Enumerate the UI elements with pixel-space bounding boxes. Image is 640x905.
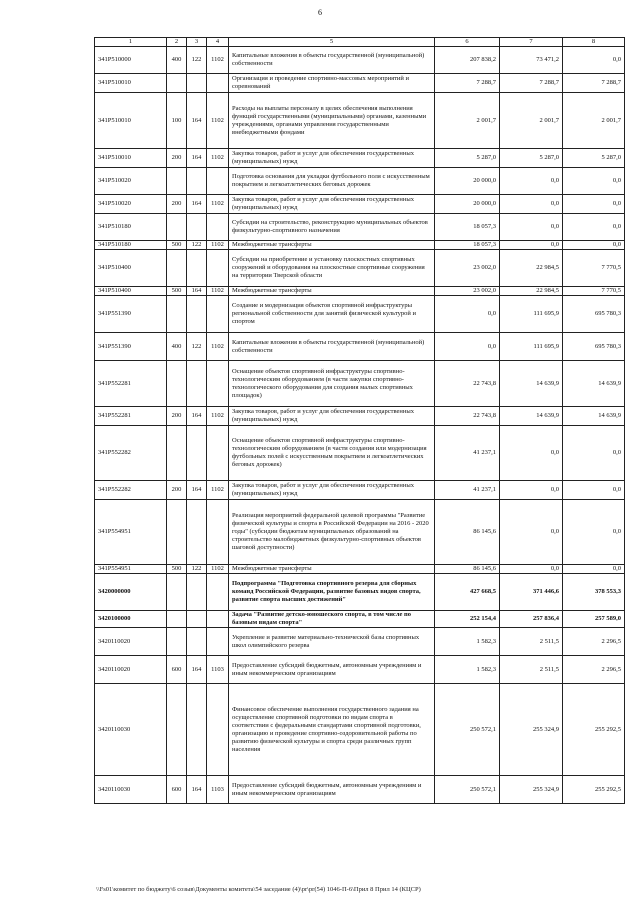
row-amount-1-cell: 2 001,7 <box>435 93 500 149</box>
table-row <box>95 628 625 656</box>
table-row <box>95 287 625 296</box>
row-amount-1-cell: 250 572,1 <box>435 684 500 776</box>
row-amount-3-cell: 695 780,3 <box>563 333 625 361</box>
row-amount-3-cell: 14 639,9 <box>563 361 625 407</box>
row-description-cell: Подпрограмма "Подготовка спортивного резерва для сборных команд Российской Федерации, развитие базовых видов спорта, развитие спорта высших достижений" <box>229 574 435 611</box>
row-amount-3-cell: 7 770,5 <box>563 250 625 287</box>
row-description-cell: Межбюджетные трансферты <box>229 287 435 296</box>
row-amount-3-cell: 7 288,7 <box>563 74 625 93</box>
row-admin-code-cell <box>187 361 207 407</box>
row-amount-3-cell: 2 001,7 <box>563 93 625 149</box>
row-admin-code-cell: 164 <box>187 407 207 426</box>
row-code-cell: 341P510020 <box>95 195 167 214</box>
page-number: 6 <box>318 8 322 17</box>
row-section-cell: 1103 <box>207 776 229 804</box>
file-path-footer: \\Fs01\комитет по бюджету\6 созыв\Документы комитета\54 заседание (4)\pr\pr(54) 1046-П-6\Прил 8 Прил 14 (КЦСР) <box>96 886 421 893</box>
column-header: 1 <box>95 38 167 47</box>
row-code-cell: 3420100000 <box>95 611 167 628</box>
row-amount-3-cell: 7 770,5 <box>563 287 625 296</box>
row-description-cell: Предоставление субсидий бюджетным, автономным учреждениям и иным некоммерческим организациям <box>229 656 435 684</box>
row-code-cell: 341P510010 <box>95 149 167 168</box>
column-header: 7 <box>500 38 563 47</box>
row-amount-3-cell: 0,0 <box>563 168 625 195</box>
row-section-cell <box>207 361 229 407</box>
row-code-cell: 3420000000 <box>95 574 167 611</box>
row-description-cell: Создание и модернизация объектов спортивной инфраструктуры региональной собственности для занятий физической культурой и спортом <box>229 296 435 333</box>
row-code-cell: 341P552281 <box>95 361 167 407</box>
table-row <box>95 333 625 361</box>
column-header: 5 <box>229 38 435 47</box>
table-row <box>95 656 625 684</box>
row-expense-type-cell: 500 <box>167 241 187 250</box>
row-description-cell: Задача "Развитие детско-юношеского спорта, в том числе по базовым видам спорта" <box>229 611 435 628</box>
row-amount-3-cell: 5 287,0 <box>563 149 625 168</box>
row-expense-type-cell <box>167 684 187 776</box>
row-amount-2-cell: 0,0 <box>500 214 563 241</box>
row-amount-3-cell: 2 296,5 <box>563 628 625 656</box>
row-code-cell: 341P510180 <box>95 214 167 241</box>
row-amount-1-cell: 427 668,5 <box>435 574 500 611</box>
row-amount-2-cell: 111 695,9 <box>500 333 563 361</box>
row-amount-2-cell: 2 511,5 <box>500 656 563 684</box>
row-expense-type-cell: 200 <box>167 195 187 214</box>
row-description-cell: Закупка товаров, работ и услуг для обеспечения государственных (муниципальных) нужд <box>229 195 435 214</box>
row-amount-3-cell: 0,0 <box>563 500 625 565</box>
row-section-cell: 1102 <box>207 241 229 250</box>
row-admin-code-cell: 164 <box>187 776 207 804</box>
table-row <box>95 574 625 611</box>
row-amount-1-cell: 18 057,3 <box>435 214 500 241</box>
row-description-cell: Закупка товаров, работ и услуг для обеспечения государственных (муниципальных) нужд <box>229 481 435 500</box>
row-expense-type-cell: 500 <box>167 565 187 574</box>
table-row <box>95 611 625 628</box>
row-description-cell: Оснащение объектов спортивной инфраструктуры спортивно-технологическим оборудованием (в части закупки спортивно-технологического оборудования для создания малых спортивных площадок) <box>229 361 435 407</box>
row-amount-3-cell: 0,0 <box>563 214 625 241</box>
table-row <box>95 481 625 500</box>
row-section-cell <box>207 611 229 628</box>
row-section-cell <box>207 500 229 565</box>
table-row <box>95 361 625 407</box>
row-section-cell <box>207 684 229 776</box>
row-amount-1-cell: 23 002,0 <box>435 287 500 296</box>
table-row <box>95 93 625 149</box>
row-amount-3-cell: 0,0 <box>563 195 625 214</box>
row-description-cell: Межбюджетные трансферты <box>229 565 435 574</box>
table-row <box>95 500 625 565</box>
row-expense-type-cell: 200 <box>167 407 187 426</box>
row-amount-1-cell: 23 002,0 <box>435 250 500 287</box>
row-amount-2-cell: 0,0 <box>500 168 563 195</box>
row-amount-3-cell: 0,0 <box>563 426 625 481</box>
row-code-cell: 341P551390 <box>95 296 167 333</box>
row-admin-code-cell <box>187 574 207 611</box>
table-row <box>95 241 625 250</box>
row-admin-code-cell <box>187 684 207 776</box>
row-amount-1-cell: 1 582,3 <box>435 656 500 684</box>
table-row <box>95 426 625 481</box>
row-amount-1-cell: 20 000,0 <box>435 195 500 214</box>
row-amount-2-cell: 7 288,7 <box>500 74 563 93</box>
row-amount-3-cell: 0,0 <box>563 565 625 574</box>
row-amount-2-cell: 5 287,0 <box>500 149 563 168</box>
row-admin-code-cell <box>187 426 207 481</box>
row-expense-type-cell: 600 <box>167 776 187 804</box>
row-amount-3-cell: 378 553,3 <box>563 574 625 611</box>
row-code-cell: 341P552282 <box>95 426 167 481</box>
row-code-cell: 341P551390 <box>95 333 167 361</box>
row-expense-type-cell <box>167 500 187 565</box>
column-header: 2 <box>167 38 187 47</box>
row-admin-code-cell: 164 <box>187 93 207 149</box>
row-admin-code-cell <box>187 628 207 656</box>
row-description-cell: Предоставление субсидий бюджетным, автономным учреждениям и иным некоммерческим организациям <box>229 776 435 804</box>
row-amount-2-cell: 0,0 <box>500 241 563 250</box>
table-body <box>95 47 625 804</box>
row-amount-3-cell: 255 292,5 <box>563 776 625 804</box>
row-code-cell: 341P554951 <box>95 565 167 574</box>
row-section-cell: 1103 <box>207 656 229 684</box>
row-amount-1-cell: 252 154,4 <box>435 611 500 628</box>
column-header: 4 <box>207 38 229 47</box>
row-amount-3-cell: 0,0 <box>563 481 625 500</box>
row-expense-type-cell <box>167 74 187 93</box>
row-description-cell: Расходы на выплаты персоналу в целях обеспечения выполнения функций государственными (муниципальными) органами, казенными учреждениями, органами управления государственными внебюджетными фондами <box>229 93 435 149</box>
row-amount-3-cell: 2 296,5 <box>563 656 625 684</box>
row-amount-1-cell: 86 145,6 <box>435 500 500 565</box>
row-code-cell: 341P510400 <box>95 250 167 287</box>
row-section-cell <box>207 574 229 611</box>
row-section-cell: 1102 <box>207 333 229 361</box>
row-amount-2-cell: 14 639,9 <box>500 361 563 407</box>
row-admin-code-cell <box>187 74 207 93</box>
row-amount-1-cell: 0,0 <box>435 333 500 361</box>
row-admin-code-cell: 122 <box>187 47 207 74</box>
row-code-cell: 341P510010 <box>95 93 167 149</box>
row-amount-2-cell: 22 984,5 <box>500 250 563 287</box>
row-expense-type-cell <box>167 426 187 481</box>
row-amount-2-cell: 257 836,4 <box>500 611 563 628</box>
row-code-cell: 341P552281 <box>95 407 167 426</box>
row-section-cell <box>207 426 229 481</box>
row-expense-type-cell <box>167 250 187 287</box>
row-code-cell: 3420110030 <box>95 684 167 776</box>
row-expense-type-cell: 100 <box>167 93 187 149</box>
row-code-cell: 341P552282 <box>95 481 167 500</box>
row-description-cell: Межбюджетные трансферты <box>229 241 435 250</box>
row-amount-3-cell: 695 780,3 <box>563 296 625 333</box>
row-expense-type-cell: 600 <box>167 656 187 684</box>
table-row <box>95 74 625 93</box>
row-amount-1-cell: 18 057,3 <box>435 241 500 250</box>
row-amount-2-cell: 14 639,9 <box>500 407 563 426</box>
row-section-cell: 1102 <box>207 287 229 296</box>
row-section-cell <box>207 296 229 333</box>
row-code-cell: 341P510180 <box>95 241 167 250</box>
row-description-cell: Укрепление и развитие материально-технической базы спортивных школ олимпийского резерва <box>229 628 435 656</box>
row-amount-1-cell: 20 000,0 <box>435 168 500 195</box>
row-admin-code-cell <box>187 214 207 241</box>
row-section-cell: 1102 <box>207 47 229 74</box>
row-description-cell: Реализация мероприятий федеральной целевой программы "Развитие физической культуры и спорта в Российской Федерации на 2016 - 2020 годы" (субсидии бюджетам муниципальных образований на строительство малобюджетных физкультурно-спортивных объектов шаговой доступности) <box>229 500 435 565</box>
row-admin-code-cell <box>187 500 207 565</box>
row-amount-1-cell: 22 743,8 <box>435 361 500 407</box>
row-admin-code-cell: 164 <box>187 149 207 168</box>
table-row <box>95 47 625 74</box>
row-amount-2-cell: 371 446,6 <box>500 574 563 611</box>
row-amount-1-cell: 86 145,6 <box>435 565 500 574</box>
table-row <box>95 407 625 426</box>
row-amount-2-cell: 111 695,9 <box>500 296 563 333</box>
row-code-cell: 341P510020 <box>95 168 167 195</box>
row-amount-2-cell: 255 324,9 <box>500 776 563 804</box>
row-amount-1-cell: 7 288,7 <box>435 74 500 93</box>
row-admin-code-cell <box>187 250 207 287</box>
row-amount-1-cell: 5 287,0 <box>435 149 500 168</box>
row-section-cell <box>207 74 229 93</box>
row-amount-3-cell: 0,0 <box>563 241 625 250</box>
table-row <box>95 214 625 241</box>
row-amount-2-cell: 73 471,2 <box>500 47 563 74</box>
row-expense-type-cell <box>167 628 187 656</box>
table-header-row <box>95 38 625 47</box>
row-amount-2-cell: 0,0 <box>500 565 563 574</box>
row-admin-code-cell: 164 <box>187 481 207 500</box>
row-code-cell: 3420110030 <box>95 776 167 804</box>
row-expense-type-cell: 200 <box>167 481 187 500</box>
row-admin-code-cell <box>187 296 207 333</box>
row-code-cell: 341P510400 <box>95 287 167 296</box>
row-description-cell: Капитальные вложения в объекты государственной (муниципальной) собственности <box>229 47 435 74</box>
row-expense-type-cell <box>167 168 187 195</box>
row-code-cell: 341P554951 <box>95 500 167 565</box>
row-description-cell: Закупка товаров, работ и услуг для обеспечения государственных (муниципальных) нужд <box>229 149 435 168</box>
row-admin-code-cell: 164 <box>187 195 207 214</box>
row-admin-code-cell: 164 <box>187 656 207 684</box>
row-expense-type-cell <box>167 611 187 628</box>
table-row <box>95 168 625 195</box>
row-description-cell: Субсидии на приобретение и установку плоскостных спортивных сооружений и оборудования на плоскостные спортивные сооружения на территории Тверской области <box>229 250 435 287</box>
row-description-cell: Капитальные вложения в объекты государственной (муниципальной) собственности <box>229 333 435 361</box>
row-amount-3-cell: 255 292,5 <box>563 684 625 776</box>
row-section-cell <box>207 628 229 656</box>
row-description-cell: Субсидии на строительство, реконструкцию муниципальных объектов физкультурно-спортивного назначения <box>229 214 435 241</box>
row-section-cell: 1102 <box>207 195 229 214</box>
row-amount-1-cell: 41 237,1 <box>435 481 500 500</box>
budget-table <box>94 37 625 804</box>
table-row <box>95 684 625 776</box>
row-amount-2-cell: 22 984,5 <box>500 287 563 296</box>
row-admin-code-cell: 122 <box>187 565 207 574</box>
row-description-cell: Организация и проведение спортивно-массовых мероприятий и соревнований <box>229 74 435 93</box>
row-amount-1-cell: 250 572,1 <box>435 776 500 804</box>
row-section-cell: 1102 <box>207 407 229 426</box>
table-row <box>95 776 625 804</box>
row-amount-1-cell: 207 838,2 <box>435 47 500 74</box>
row-expense-type-cell <box>167 574 187 611</box>
row-expense-type-cell: 200 <box>167 149 187 168</box>
row-expense-type-cell <box>167 214 187 241</box>
row-amount-3-cell: 0,0 <box>563 47 625 74</box>
row-expense-type-cell: 400 <box>167 333 187 361</box>
row-amount-2-cell: 0,0 <box>500 481 563 500</box>
row-admin-code-cell: 122 <box>187 333 207 361</box>
row-amount-2-cell: 0,0 <box>500 195 563 214</box>
row-expense-type-cell <box>167 296 187 333</box>
row-amount-2-cell: 0,0 <box>500 426 563 481</box>
row-section-cell <box>207 214 229 241</box>
row-admin-code-cell <box>187 168 207 195</box>
row-section-cell <box>207 168 229 195</box>
column-header: 6 <box>435 38 500 47</box>
row-description-cell: Финансовое обеспечение выполнения государственного задания на осуществление спортивной подготовки по видам спорта в соответствии с федеральными стандартами спортивной подготовки, организацию и проведение спортивно-оздоровительной работы по развитию физической культуры и спорта среди различных групп населения <box>229 684 435 776</box>
row-admin-code-cell: 164 <box>187 287 207 296</box>
row-amount-3-cell: 257 589,0 <box>563 611 625 628</box>
row-code-cell: 3420110020 <box>95 628 167 656</box>
row-amount-2-cell: 255 324,9 <box>500 684 563 776</box>
row-description-cell: Подготовка основания для укладки футбольного поля с искусственным покрытием и легкоатлетических беговых дорожек <box>229 168 435 195</box>
table-row <box>95 250 625 287</box>
row-admin-code-cell: 122 <box>187 241 207 250</box>
row-section-cell: 1102 <box>207 481 229 500</box>
row-code-cell: 3420110020 <box>95 656 167 684</box>
row-expense-type-cell <box>167 361 187 407</box>
row-section-cell: 1102 <box>207 93 229 149</box>
column-header: 8 <box>563 38 625 47</box>
row-description-cell: Оснащение объектов спортивной инфраструктуры спортивно-технологическим оборудованием (в части создания или модернизация футбольных полей с искусственным покрытием и легкоатлетических беговых дорожек) <box>229 426 435 481</box>
row-amount-1-cell: 22 743,8 <box>435 407 500 426</box>
table-row <box>95 149 625 168</box>
row-section-cell: 1102 <box>207 149 229 168</box>
row-amount-1-cell: 0,0 <box>435 296 500 333</box>
row-section-cell <box>207 250 229 287</box>
row-admin-code-cell <box>187 611 207 628</box>
row-expense-type-cell: 500 <box>167 287 187 296</box>
row-code-cell: 341P510000 <box>95 47 167 74</box>
column-header: 3 <box>187 38 207 47</box>
row-section-cell: 1102 <box>207 565 229 574</box>
row-amount-3-cell: 14 639,9 <box>563 407 625 426</box>
row-description-cell: Закупка товаров, работ и услуг для обеспечения государственных (муниципальных) нужд <box>229 407 435 426</box>
row-amount-1-cell: 1 582,3 <box>435 628 500 656</box>
row-code-cell: 341P510010 <box>95 74 167 93</box>
table-row <box>95 195 625 214</box>
row-amount-2-cell: 0,0 <box>500 500 563 565</box>
row-amount-1-cell: 41 237,1 <box>435 426 500 481</box>
row-amount-2-cell: 2 001,7 <box>500 93 563 149</box>
table-row <box>95 565 625 574</box>
table-row <box>95 296 625 333</box>
row-expense-type-cell: 400 <box>167 47 187 74</box>
row-amount-2-cell: 2 511,5 <box>500 628 563 656</box>
